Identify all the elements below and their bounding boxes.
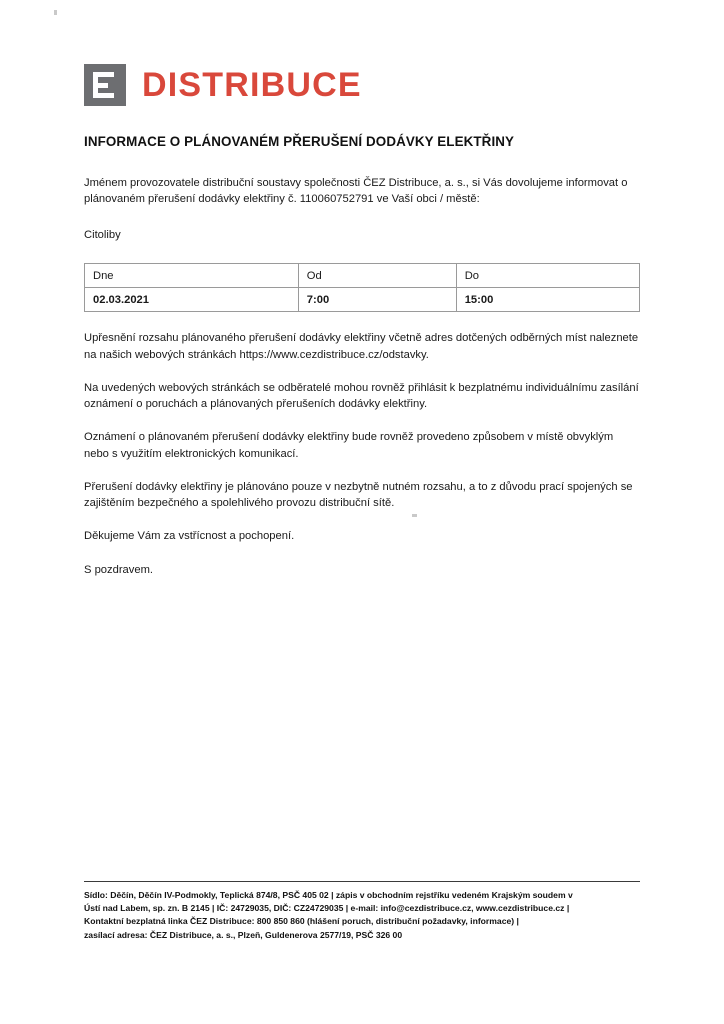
scan-speck xyxy=(412,514,417,517)
footer-line-4: zasílací adresa: ČEZ Distribuce, a. s., Plzeň, Guldenerova 2577/19, PSČ 326 00 xyxy=(84,929,403,940)
scan-speck xyxy=(54,10,57,15)
body-paragraph-4: Přerušení dodávky elektřiny je plánováno pouze v nezbytně nutném rozsahu, a to z důvodu prací spojených se zajištěním bezpečného a spolehlivého provozu distribuční sítě. xyxy=(84,480,633,510)
table-cell-date: 02.03.2021 xyxy=(85,288,299,312)
footer-divider xyxy=(84,881,640,882)
brand-header xyxy=(84,0,640,108)
table-cell-to: 15:00 xyxy=(456,288,639,312)
table-header-row xyxy=(85,264,640,288)
body-paragraph-2: Na uvedených webových stránkách se odběratelé mohou rovněž přihlásit k bezplatnému individuálnímu zasílání oznámení o poruchách a plánovaných přerušeních dodávky elektřiny. xyxy=(84,381,639,411)
signoff: S pozdravem. xyxy=(84,563,154,576)
outage-schedule-table xyxy=(84,263,640,312)
brand-wordmark: DISTRIBUCE xyxy=(142,66,362,104)
closing-thanks: Děkujeme Vám za vstřícnost a pochopení. xyxy=(84,530,295,543)
table-header-cell-date: Dne xyxy=(85,264,299,288)
intro-paragraph: Jménem provozovatele distribuční soustavy společnosti ČEZ Distribuce, a. s., si Vás dovolujeme informovat o plánovaném přerušení dodávky elektřiny č. 110060752791 ve Vaší obci / městě: xyxy=(84,177,628,206)
body-paragraph-3: Oznámení o plánovaném přerušení dodávky elektřiny bude rovněž provedeno způsobem v místě obvyklým nebo s využitím elektronických komunikací. xyxy=(84,431,614,460)
table-header-cell-to: Do xyxy=(456,264,639,288)
footer-line-3: Kontaktní bezplatná linka ČEZ Distribuce: 800 850 860 (hlášení poruch, distribuční požadavky, informace) | xyxy=(84,916,519,927)
page-title: INFORMACE O PLÁNOVANÉM PŘERUŠENÍ DODÁVKY ELEKTŘINY xyxy=(84,134,515,149)
footer-line-1: Sídlo: Děčín, Děčín IV-Podmokly, Teplická 874/8, PSČ 405 02 | zápis v obchodním rejstříku vedeném Krajským soudem v xyxy=(84,889,573,900)
body-paragraph-1: Upřesnění rozsahu plánovaného přerušení dodávky elektřiny včetně adres dotčených odběrných míst naleznete na našich webových stránkách https://www.cezdistribuce.cz/odstavky. xyxy=(84,332,639,361)
footer-line-2: Ústí nad Labem, sp. zn. B 2145 | IČ: 24729035, DIČ: CZ24729035 | e-mail: info@cezdistribuce.cz, www.cezdistribuce.cz | xyxy=(84,903,570,914)
table-header-cell-from: Od xyxy=(298,264,456,288)
footer xyxy=(84,881,640,942)
table-cell-from: 7:00 xyxy=(298,288,456,312)
cez-logo-mark-icon xyxy=(84,64,126,106)
city-name: Citoliby xyxy=(84,229,121,242)
table-row xyxy=(85,288,640,312)
